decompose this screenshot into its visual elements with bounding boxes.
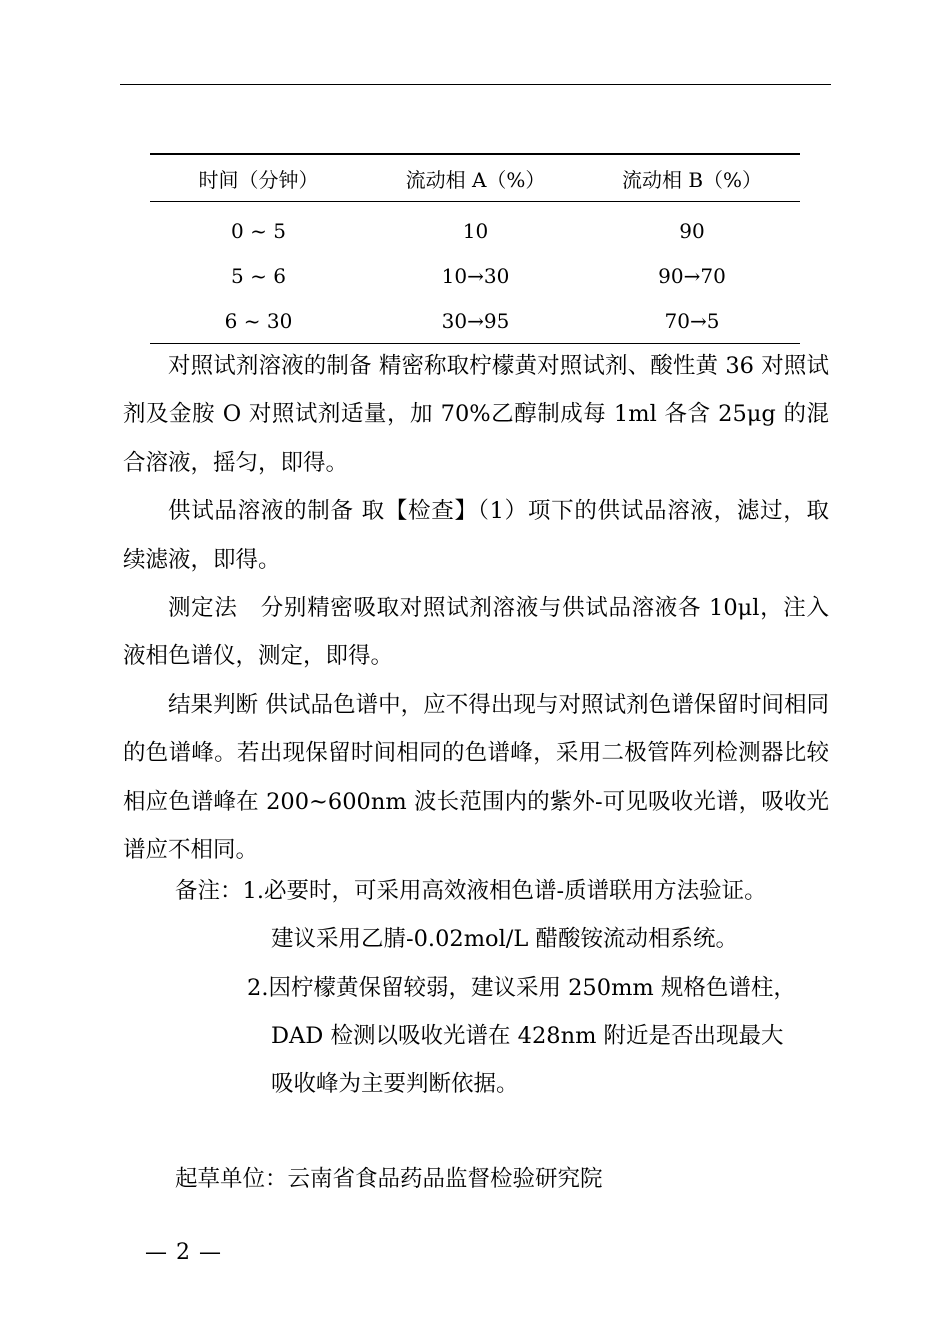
cell-phase-b: 70→5: [664, 308, 720, 333]
header-time: 时间（分钟）: [198, 167, 319, 192]
paragraph-result: 结果判断 供试品色谱中，应不得出现与对照试剂色谱保留时间相同的色谱峰。若出现保留时间相同的色谱峰，采用二极管阵列检测器比较相应色谱峰在 200~600nm 波长范围内的紫外-可见吸收光谱，吸收光谱应不相同。: [123, 691, 829, 864]
gradient-table: [150, 153, 800, 344]
cell-phase-a: 30→95: [441, 308, 510, 333]
table-header-row: [150, 154, 800, 202]
body-text: [123, 342, 829, 874]
paragraph-reference-solution: 对照试剂溶液的制备 精密称取柠檬黄对照试剂、酸性黄 36 对照试剂及金胺 O 对照试剂适量，加 70%乙醇制成每 1ml 各含 25μg 的混合溶液，摇匀，即得。: [123, 353, 829, 476]
cell-time: 6 ~ 30: [224, 308, 293, 333]
note-2-line-3: 吸收峰为主要判断依据。: [271, 1071, 519, 1097]
drafting-unit: 起草单位：云南省食品药品监督检验研究院: [175, 1166, 603, 1192]
cell-phase-a: 10: [462, 218, 489, 243]
note-2-line-2: DAD 检测以吸收光谱在 428nm 附近是否出现最大: [271, 1023, 784, 1049]
cell-phase-b: 90: [679, 218, 705, 243]
note-label: 备注：: [175, 878, 243, 904]
header-phase-b: 流动相 B（%）: [621, 167, 763, 192]
cell-time: 5 ~ 6: [231, 263, 286, 288]
paragraph-determination: 测定法 分别精密吸取对照试剂溶液与供试品溶液各 10μl，注入液相色谱仪，测定，即得。: [123, 595, 829, 670]
header-rule: [120, 84, 831, 85]
note-1-line-2: 建议采用乙腈-0.02mol/L 醋酸铵流动相系统。: [271, 926, 738, 952]
note-1: [175, 867, 835, 915]
note-1-line-1: 1.必要时，可采用高效液相色谱-质谱联用方法验证。: [242, 878, 767, 904]
note-2-line-1: 2.因柠檬黄保留较弱，建议采用 250mm 规格色谱柱，: [247, 975, 796, 1001]
table-row: [150, 202, 800, 254]
table-row: [150, 253, 800, 298]
paragraph-test-solution: 供试品溶液的制备 取【检查】（1）项下的供试品溶液，滤过，取续滤液，即得。: [123, 498, 829, 573]
cell-time: 0 ~ 5: [231, 218, 286, 243]
cell-phase-a: 10→30: [441, 263, 510, 288]
cell-phase-b: 90→70: [658, 263, 726, 288]
header-phase-a: 流动相 A（%）: [405, 167, 546, 192]
table-row: [150, 298, 800, 344]
page-number: — 2 —: [145, 1240, 222, 1265]
